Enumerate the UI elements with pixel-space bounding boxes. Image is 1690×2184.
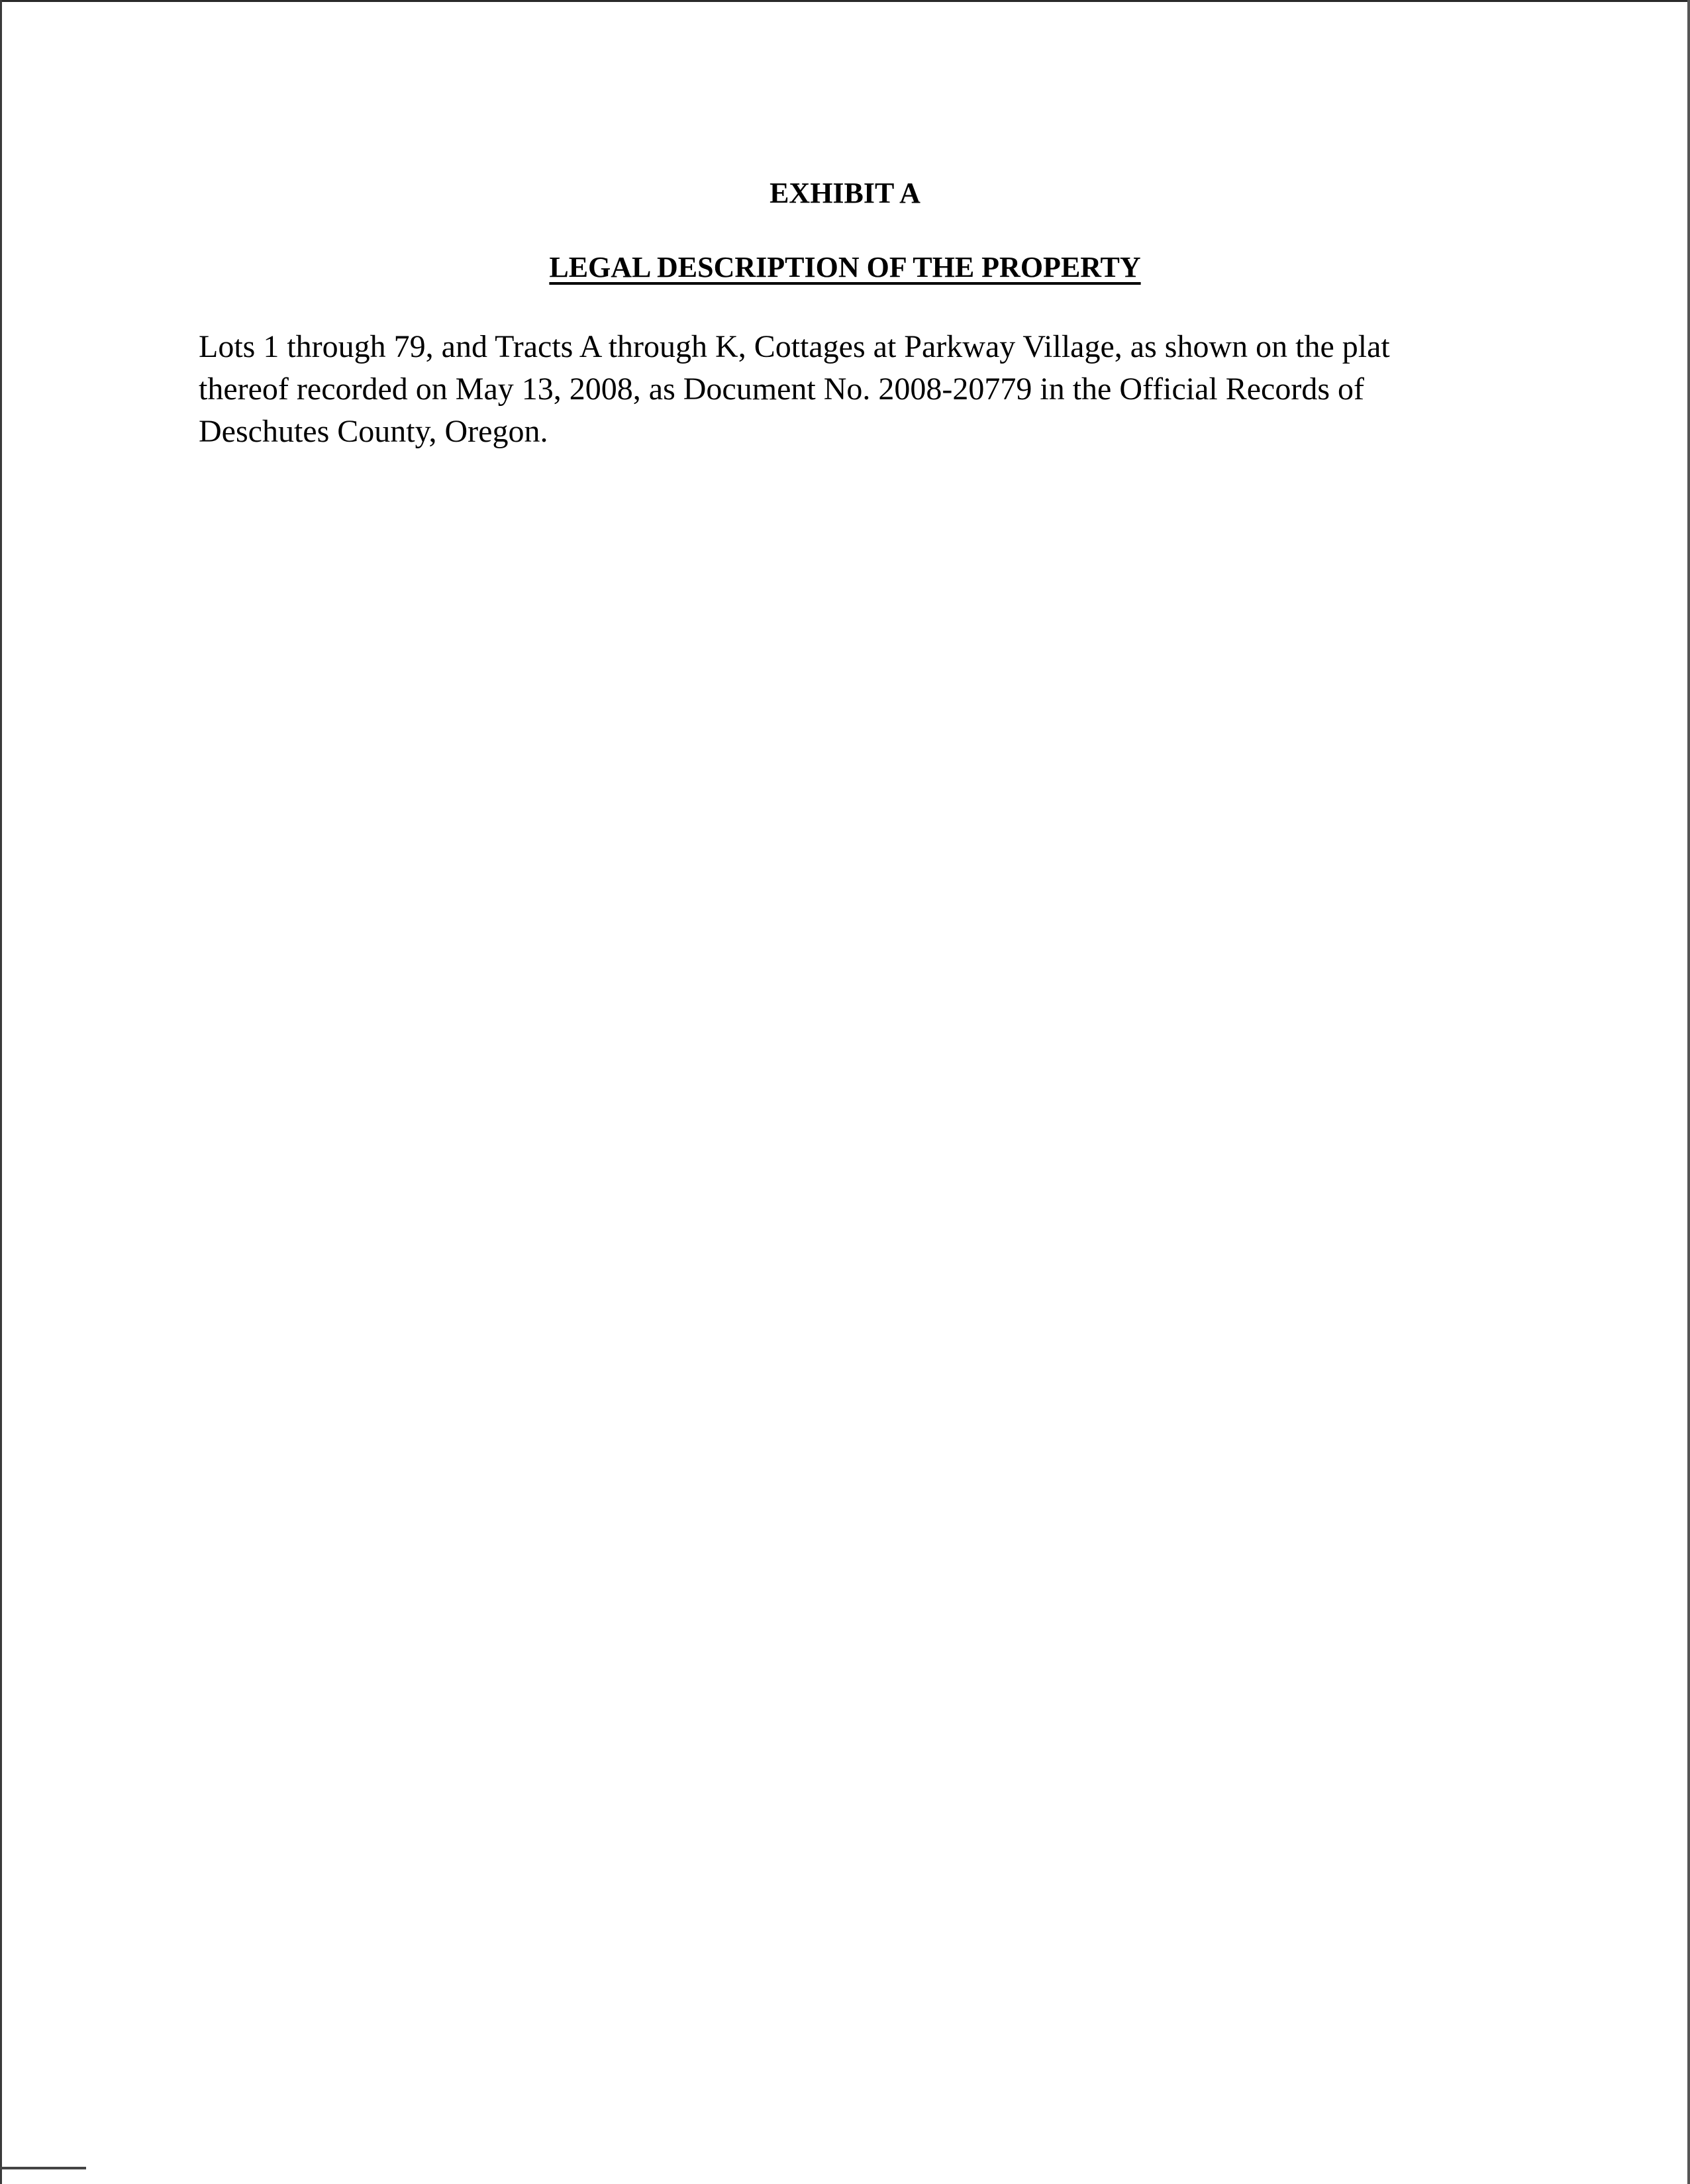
section-title-wrapper [0,253,1690,282]
section-title: LEGAL DESCRIPTION OF THE PROPERTY [549,251,1141,283]
scan-edge-right [1687,0,1690,2184]
legal-description-line: Deschutes County, Oregon. [199,414,548,449]
scan-edge-top [0,0,1690,2]
legal-description-line: Lots 1 through 79, and Tracts A through K, Cottages at Parkway Village, as shown on the plat [199,329,1390,364]
legal-description [199,326,1523,453]
exhibit-title: EXHIBIT A [770,177,920,209]
legal-description-line: thereof recorded on May 13, 2008, as Document No. 2008-20779 in the Official Records of [199,372,1364,407]
scan-mark-bottom [0,2167,86,2169]
scan-edge-left [0,0,2,2184]
